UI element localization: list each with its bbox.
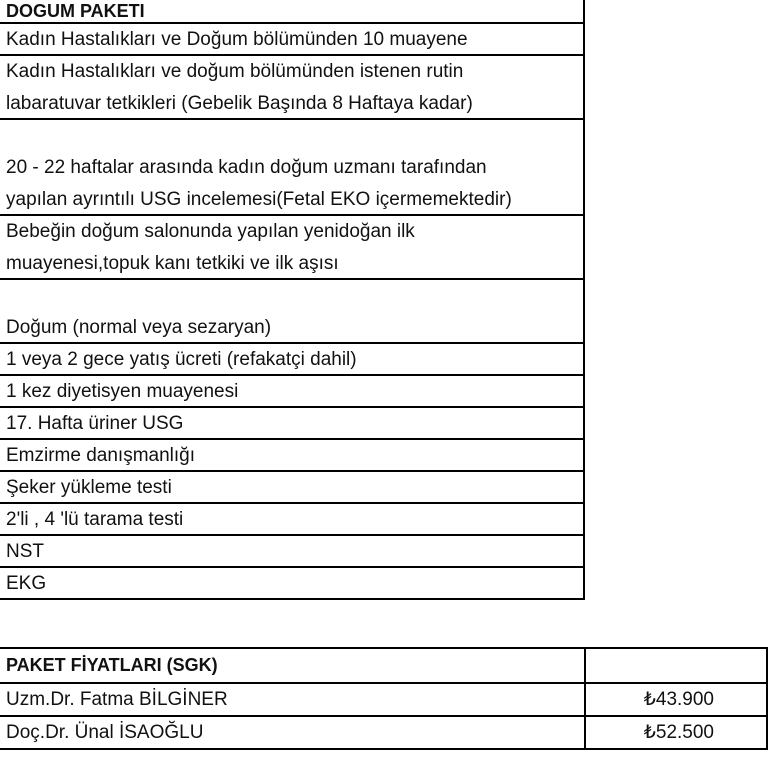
doctor-name: Doç.Dr. Ünal İSAOĞLU xyxy=(0,717,586,748)
price-header-value xyxy=(586,649,768,682)
package-item-row xyxy=(0,408,583,440)
package-item-text: 2'li , 4 'lü tarama testi xyxy=(6,509,184,530)
doctor-name: Uzm.Dr. Fatma BİLGİNER xyxy=(0,684,586,715)
package-item-text-continued: muayenesi,topuk kanı tetkiki ve ilk aşısı xyxy=(6,253,339,274)
package-item-row xyxy=(0,440,583,472)
package-item-text: Kadın Hastalıkları ve Doğum bölümünden 10 muayene xyxy=(6,29,468,50)
package-item-text: Şeker yükleme testi xyxy=(6,477,172,498)
package-item-text: Bebeğin doğum salonunda yapılan yenidoğan ilk xyxy=(6,221,415,242)
package-item-row xyxy=(0,344,583,376)
package-item-row xyxy=(0,568,583,600)
package-item-row xyxy=(0,216,583,280)
package-item-text: 20 - 22 haftalar arasında kadın doğum uzmanı tarafından xyxy=(6,157,487,178)
price-header-label: PAKET FİYATLARI (SGK) xyxy=(0,649,586,682)
package-price: ₺52.500 xyxy=(586,717,768,748)
price-row xyxy=(0,717,768,750)
price-table xyxy=(0,647,768,750)
package-item-text-continued: labaratuvar tetkikleri (Gebelik Başında 8 Haftaya kadar) xyxy=(6,93,473,114)
package-item-text: Kadın Hastalıkları ve doğum bölümünden istenen rutin xyxy=(6,61,464,82)
price-header-row xyxy=(0,649,768,684)
package-item-row xyxy=(0,376,583,408)
price-row xyxy=(0,684,768,717)
package-title: DOGUM PAKETI xyxy=(6,1,145,21)
package-item-row xyxy=(0,24,583,56)
package-item-row xyxy=(0,120,583,216)
package-item-text: 17. Hafta üriner USG xyxy=(6,413,184,434)
package-item-row xyxy=(0,280,583,344)
package-item-row xyxy=(0,504,583,536)
package-item-text: NST xyxy=(6,541,44,562)
package-item-text: Doğum (normal veya sezaryan) xyxy=(6,317,272,338)
package-item-text: Emzirme danışmanlığı xyxy=(6,445,196,466)
package-item-text: 1 kez diyetisyen muayenesi xyxy=(6,381,239,402)
package-item-row xyxy=(0,472,583,504)
package-item-text-continued: yapılan ayrıntılı USG incelemesi(Fetal EKO içermemektedir) xyxy=(6,189,512,210)
package-item-text: 1 veya 2 gece yatış ücreti (refakatçi dahil) xyxy=(6,349,357,370)
package-item-text: EKG xyxy=(6,573,47,594)
package-item-row xyxy=(0,536,583,568)
package-item-row xyxy=(0,56,583,120)
package-title-row xyxy=(0,0,583,24)
package-price: ₺43.900 xyxy=(586,684,768,715)
